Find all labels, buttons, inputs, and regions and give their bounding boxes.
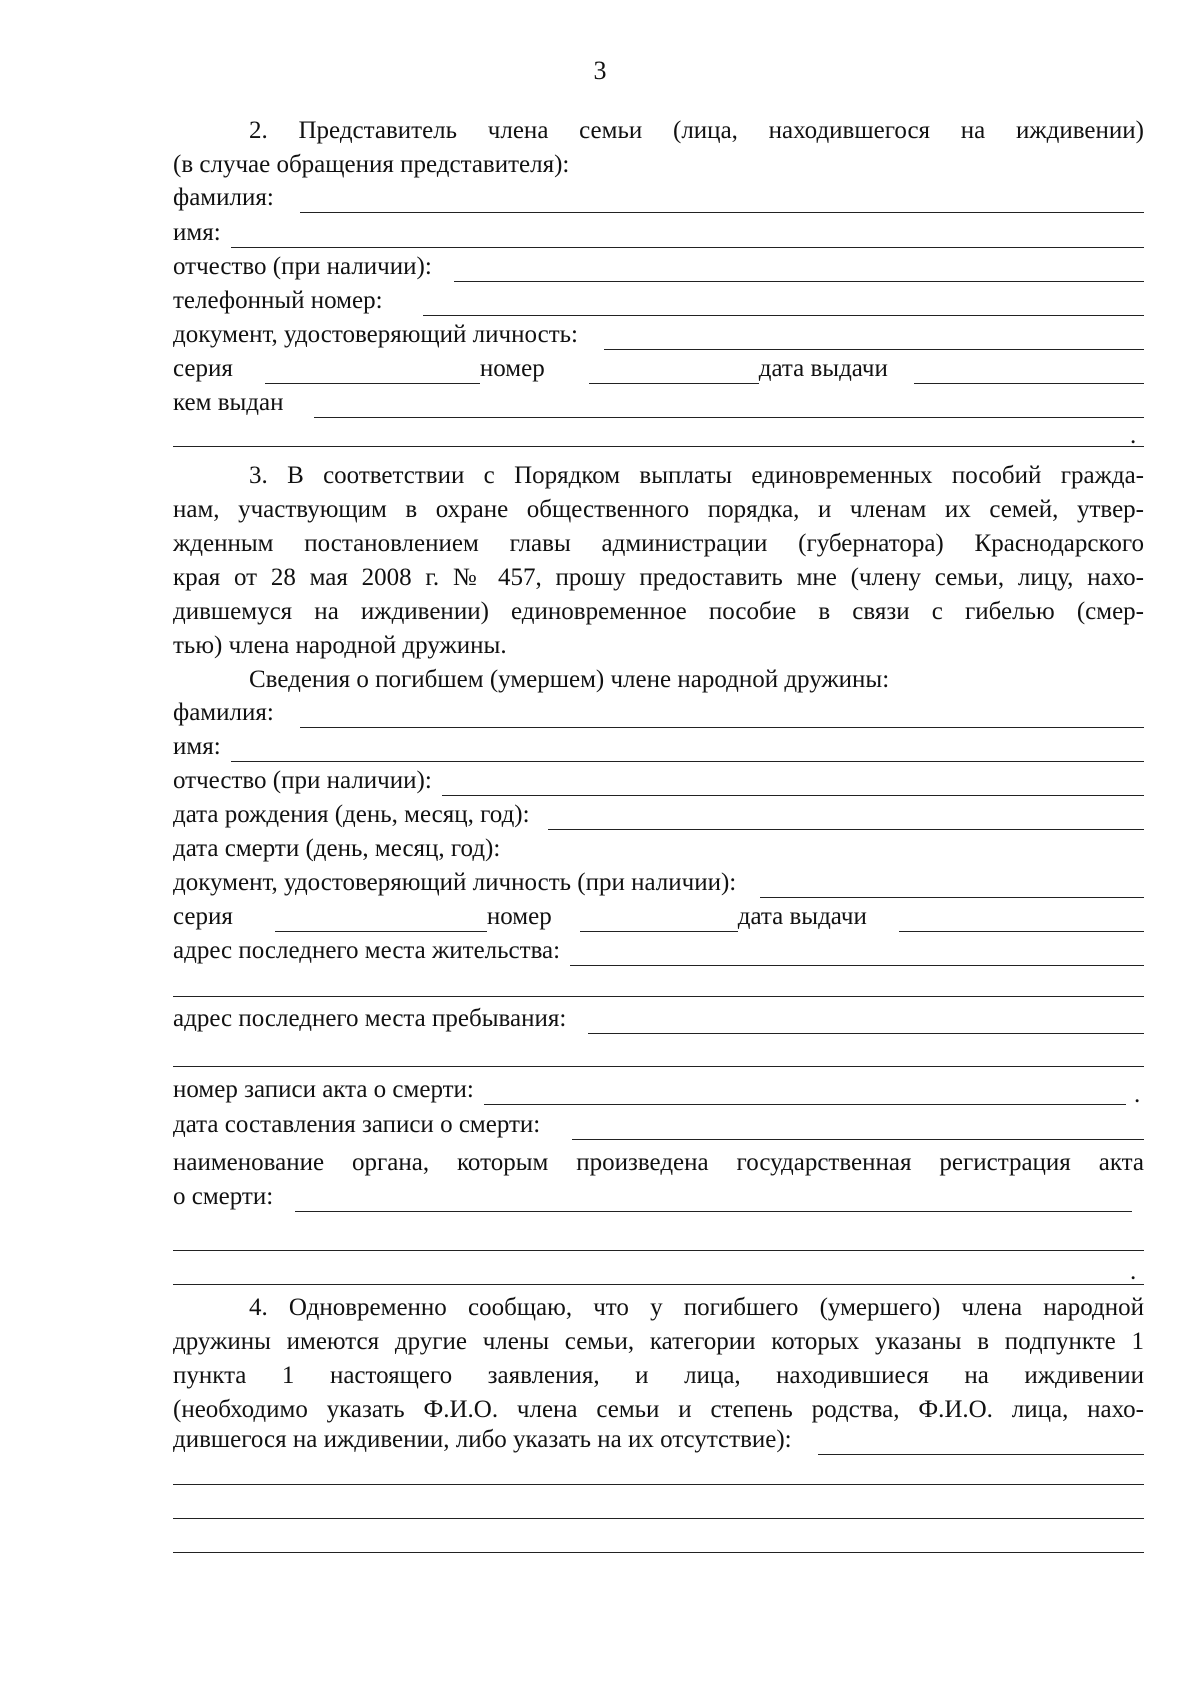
rep-name-row	[173, 218, 1144, 248]
deceased-patronymic-label: отчество (при наличии):	[173, 767, 432, 794]
section3-line: тью) члена народной дружины.	[173, 632, 507, 659]
death-record-date-label: дата составления записи о смерти:	[173, 1111, 541, 1138]
rep-id-doc-row	[173, 320, 1144, 350]
rep-passport-row	[173, 354, 1144, 384]
section2-intro	[173, 114, 1144, 182]
death-record-number-row	[173, 1075, 1144, 1105]
death-record-date-field[interactable]	[572, 1117, 1144, 1140]
deceased-intro-text: Сведения о погибшем (умершем) члене народной дружины:	[249, 666, 890, 693]
section3-line: жденным постановлением главы администрации (губернатора) Краснодарского	[173, 530, 1144, 557]
rep-number-field[interactable]	[589, 361, 759, 384]
deceased-birth-date-row	[173, 800, 1144, 830]
other-family-line[interactable]	[173, 1552, 1144, 1553]
rep-name-field[interactable]	[231, 225, 1144, 248]
section2-intro-line1: 2. Представитель члена семьи (лица, находившегося на иждивении)	[249, 117, 1144, 144]
registry-authority-row	[173, 1182, 1144, 1212]
page-number: 3	[593, 56, 607, 85]
rep-id-doc-field[interactable]	[604, 327, 1144, 350]
deceased-patronymic-row	[173, 766, 1144, 796]
section3-line: нам, участвующим в охране общественного порядка, и членам их семей, утвер-	[173, 496, 1144, 523]
deceased-death-date-row	[173, 834, 1144, 864]
section3-line: дившемуся на иждивении) единовременное пособие в связи с гибелью (смер-	[173, 598, 1144, 625]
rep-issued-by-field[interactable]	[314, 395, 1145, 418]
deceased-id-doc-row	[173, 868, 1144, 898]
registry-continuation-line[interactable]	[173, 1250, 1144, 1251]
section3-line: края от 28 мая 2008 г. № 457, прошу предоставить мне (члену семьи, лицу, нахо-	[173, 564, 1144, 591]
rep-patronymic-label: отчество (при наличии):	[173, 253, 432, 280]
deceased-number-label: номер	[486, 903, 552, 930]
registry-authority-line1: наименование органа, которым произведена государственная регистрация акта	[173, 1149, 1144, 1176]
rep-phone-label: телефонный номер:	[173, 287, 383, 314]
deceased-issue-date-field[interactable]	[899, 909, 1144, 932]
deceased-series-field[interactable]	[275, 909, 487, 932]
rep-series-field[interactable]	[265, 361, 480, 384]
section3-text	[173, 459, 1144, 663]
section4-line: дружины имеются другие члены семьи, категории которых указаны в подпункте 1	[173, 1328, 1144, 1355]
registry-authority-label: о смерти:	[173, 1183, 274, 1210]
registry-authority-field[interactable]	[295, 1189, 1132, 1212]
rep-patronymic-field[interactable]	[454, 259, 1144, 282]
section4-line: пункта 1 настоящего заявления, и лица, находившиеся на иждивении	[173, 1362, 1144, 1389]
deceased-stay-field[interactable]	[588, 1011, 1144, 1034]
rep-issued-by-continuation-line[interactable]	[173, 446, 1144, 447]
deceased-residence-row	[173, 936, 1144, 966]
rep-patronymic-row	[173, 252, 1144, 282]
rep-issued-by-label: кем выдан	[173, 389, 284, 416]
period-mark: .	[1130, 1258, 1137, 1285]
rep-name-label: имя:	[173, 219, 221, 246]
deceased-patronymic-field[interactable]	[442, 773, 1144, 796]
other-family-line[interactable]	[173, 1518, 1144, 1519]
rep-issued-by-row	[173, 388, 1144, 418]
rep-number-label: номер	[479, 355, 545, 382]
deceased-residence-field[interactable]	[570, 943, 1144, 966]
deceased-stay-continuation-line[interactable]	[173, 1066, 1144, 1067]
deceased-number-field[interactable]	[580, 909, 738, 932]
rep-surname-row	[173, 183, 1144, 213]
deceased-name-field[interactable]	[231, 739, 1144, 762]
deceased-surname-label: фамилия:	[173, 699, 274, 726]
rep-phone-field[interactable]	[423, 293, 1144, 316]
deceased-surname-row	[173, 698, 1144, 728]
section4-line: дившегося на иждивении, либо указать на их отсутствие):	[173, 1426, 792, 1453]
rep-phone-row	[173, 286, 1144, 316]
death-record-date-row	[173, 1110, 1144, 1140]
deceased-issue-date-label: дата выдачи	[737, 903, 867, 930]
deceased-series-label: серия	[173, 903, 233, 930]
registry-authority-text	[173, 1146, 1144, 1180]
deceased-death-date-label: дата смерти (день, месяц, год):	[173, 835, 501, 862]
rep-issue-date-label: дата выдачи	[758, 355, 888, 382]
death-record-number-field[interactable]	[484, 1082, 1126, 1105]
section4-line: 4. Одновременно сообщаю, что у погибшего (умершего) члена народной	[249, 1294, 1144, 1321]
deceased-intro	[173, 663, 1144, 697]
other-family-line[interactable]	[173, 1484, 1144, 1485]
deceased-surname-field[interactable]	[300, 705, 1144, 728]
section4-last-row	[173, 1425, 1144, 1455]
death-record-number-label: номер записи акта о смерти:	[173, 1076, 474, 1103]
deceased-stay-row	[173, 1004, 1144, 1034]
section2-intro-line2: (в случае обращения представителя):	[173, 151, 570, 178]
rep-surname-label: фамилия:	[173, 184, 274, 211]
deceased-name-label: имя:	[173, 733, 221, 760]
rep-id-doc-label: документ, удостоверяющий личность:	[173, 321, 578, 348]
registry-continuation-line[interactable]	[173, 1284, 1144, 1285]
deceased-stay-label: адрес последнего места пребывания:	[173, 1005, 567, 1032]
rep-surname-field[interactable]	[300, 190, 1144, 213]
section4-text	[173, 1291, 1144, 1427]
deceased-birth-date-label: дата рождения (день, месяц, год):	[173, 801, 530, 828]
rep-series-label: серия	[173, 355, 233, 382]
deceased-residence-continuation-line[interactable]	[173, 996, 1144, 997]
deceased-passport-row	[173, 902, 1144, 932]
rep-issue-date-field[interactable]	[914, 361, 1144, 384]
other-family-field[interactable]	[818, 1432, 1144, 1455]
deceased-name-row	[173, 732, 1144, 762]
period-mark: .	[1130, 422, 1137, 449]
section4-line: (необходимо указать Ф.И.О. члена семьи и степень родства, Ф.И.О. лица, нахо-	[173, 1396, 1144, 1423]
deceased-id-doc-label: документ, удостоверяющий личность (при наличии):	[173, 869, 737, 896]
deceased-id-doc-field[interactable]	[760, 875, 1144, 898]
deceased-birth-date-field[interactable]	[548, 807, 1144, 830]
deceased-residence-label: адрес последнего места жительства:	[173, 937, 561, 964]
section3-line: 3. В соответствии с Порядком выплаты единовременных пособий гражда-	[249, 462, 1144, 489]
period-mark: .	[1134, 1081, 1141, 1108]
